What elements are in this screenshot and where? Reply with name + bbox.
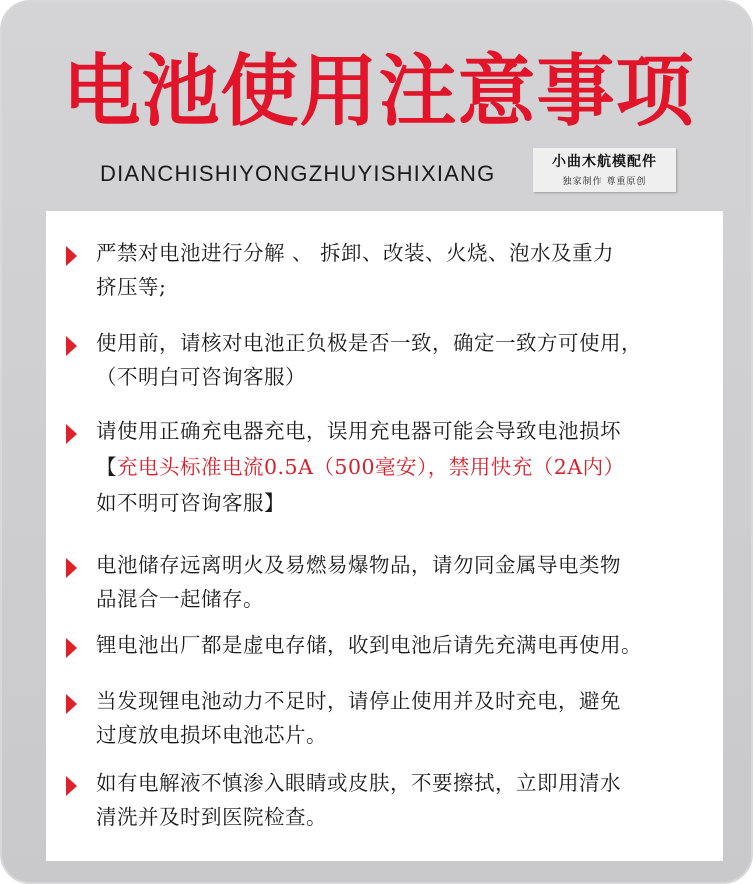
shop-name: 小曲木航模配件 xyxy=(552,154,657,170)
notice-panel xyxy=(46,211,723,861)
red-arrow-icon xyxy=(66,424,77,444)
red-arrow-icon xyxy=(66,246,77,266)
item-text: 严禁对电池进行分解 、 拆卸、改装、火烧、泡水及重力 xyxy=(96,241,615,265)
red-arrow-icon xyxy=(66,336,77,356)
charging-current-warning: 充电头标准电流0.5A（500毫安），禁用快充（2A内） xyxy=(117,455,625,479)
shop-stamp xyxy=(533,148,676,192)
item-text: 如不明可咨询客服】 xyxy=(96,491,285,515)
item-text: 清洗并及时到医院检查。 xyxy=(96,805,327,829)
item-text: 挤压等; xyxy=(96,275,167,299)
item-text: 请使用正确充电器充电，误用充电器可能会导致电池损坏 xyxy=(96,419,621,443)
item-text: 过度放电损坏电池芯片。 xyxy=(96,723,327,747)
item-text: 电池储存远离明火及易燃易爆物品，请勿同金属导电类物 xyxy=(96,553,621,577)
item-text: （不明白可咨询客服） xyxy=(96,365,306,389)
page-title: 电池使用注意事项 xyxy=(62,46,695,137)
item-text: 当发现锂电池动力不足时，请停止使用并及时充电，避免 xyxy=(96,689,621,713)
item-text: 品混合一起储存。 xyxy=(96,587,264,611)
pinyin-subtitle: DIANCHISHIYONGZHUYISHIXIANG xyxy=(100,161,496,186)
red-arrow-icon xyxy=(66,776,77,796)
item-text-highlight-line xyxy=(96,451,625,483)
item-text: 如有电解液不慎渗入眼睛或皮肤，不要擦拭，立即用清水 xyxy=(96,771,621,795)
red-arrow-icon xyxy=(66,558,77,578)
red-arrow-icon xyxy=(66,694,77,714)
red-arrow-icon xyxy=(66,638,77,658)
bracket-open: 【 xyxy=(96,455,117,479)
item-text: 使用前，请核对电池正负极是否一致，确定一致方可使用， xyxy=(96,331,642,355)
shop-slogan: 独家制作 尊重原创 xyxy=(562,177,647,187)
item-text: 锂电池出厂都是虚电存储，收到电池后请先充满电再使用。 xyxy=(96,633,642,657)
